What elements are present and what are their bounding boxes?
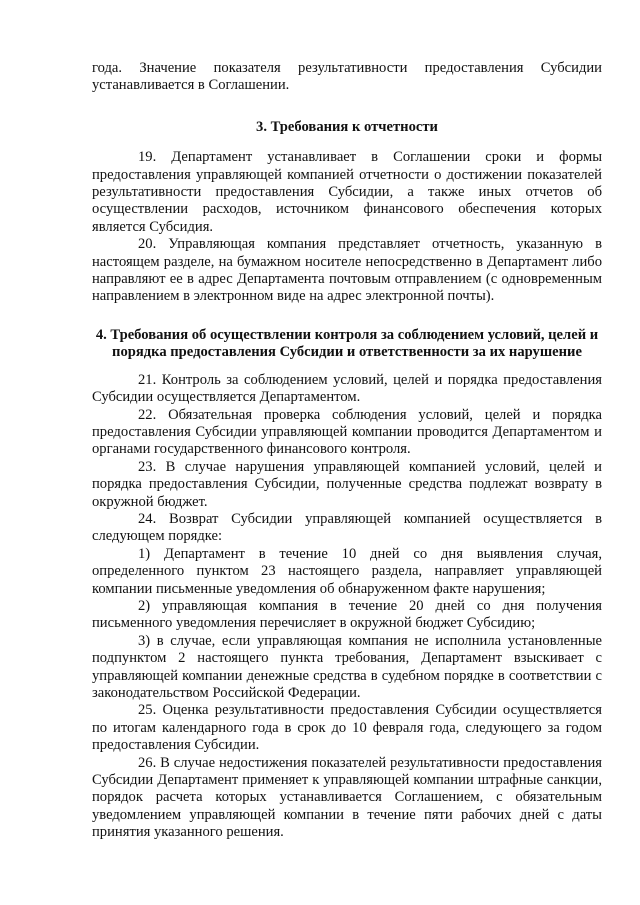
section-3-heading: 3. Требования к отчетности xyxy=(256,118,438,135)
paragraph-24-item-1: 1) Департамент в течение 10 дней со дня выявления случая, определенного пунктом 23 настоящего раздела, направляет управляющей компании письменные уведомления об обнаруженном факте нарушения; xyxy=(92,545,602,597)
paragraph-25: 25. Оценка результативности предоставления Субсидии осуществляется по итогам календарного года в срок до 10 февраля года, следующего за годом предоставления Субсидии. xyxy=(92,702,602,754)
paragraph-22: 22. Обязательная проверка соблюдения условий, целей и порядка предоставления Субсидии управляющей компании проводится Департаментом и органами государственного финансового контроля. xyxy=(92,406,602,458)
paragraph-20: 20. Управляющая компания представляет отчетность, указанную в настоящем разделе, на бумажном носителе непосредственно в Департамент либо направляют ее в адрес Департамента почтовым отправлением (с одновременным направлением в электронном виде на адрес электронной почты). xyxy=(92,236,602,305)
paragraph-24-item-2: 2) управляющая компания в течение 20 дней со дня получения письменного уведомления перечисляет в окружной бюджет Субсидию; xyxy=(92,597,602,632)
paragraph-19: 19. Департамент устанавливает в Соглашении сроки и формы предоставления управляющей компанией отчетности о достижении показателей результативности предоставления Субсидии, а также иных отчетов об осуществлении расходов, источником финансового обеспечения которых является Субсидия. xyxy=(92,149,602,235)
paragraph-23: 23. В случае нарушения управляющей компанией условий, целей и порядка предоставления Субсидии, полученные средства подлежат возврату в окружной бюджет. xyxy=(92,458,602,510)
paragraph-24-item-3: 3) в случае, если управляющая компания не исполнила установленные подпунктом 2 настоящего пункта требования, Департамент взыскивает с управляющей компании денежные средства в судебном порядке в соответствии с законодательством Российской Федерации. xyxy=(92,632,602,701)
intro-paragraph: года. Значение показателя результативности предоставления Субсидии устанавливается в Соглашении. xyxy=(92,60,602,94)
paragraph-21: 21. Контроль за соблюдением условий, целей и порядка предоставления Субсидии осуществляется Департаментом. xyxy=(92,371,602,406)
section-4-heading: 4. Требования об осуществлении контроля за соблюдением условий, целей и порядка предоставления Субсидии и ответственности за их нарушение xyxy=(95,326,599,361)
paragraph-26: 26. В случае недостижения показателей результативности предоставления Субсидии Департамент применяет к управляющей компании штрафные санкции, порядок расчета которых устанавливается Соглашением, с обязательным уведомлением управляющей компании в течение пяти рабочих дней с даты принятия указанного решения. xyxy=(92,754,602,841)
paragraph-24: 24. Возврат Субсидии управляющей компанией осуществляется в следующем порядке: xyxy=(92,510,602,545)
